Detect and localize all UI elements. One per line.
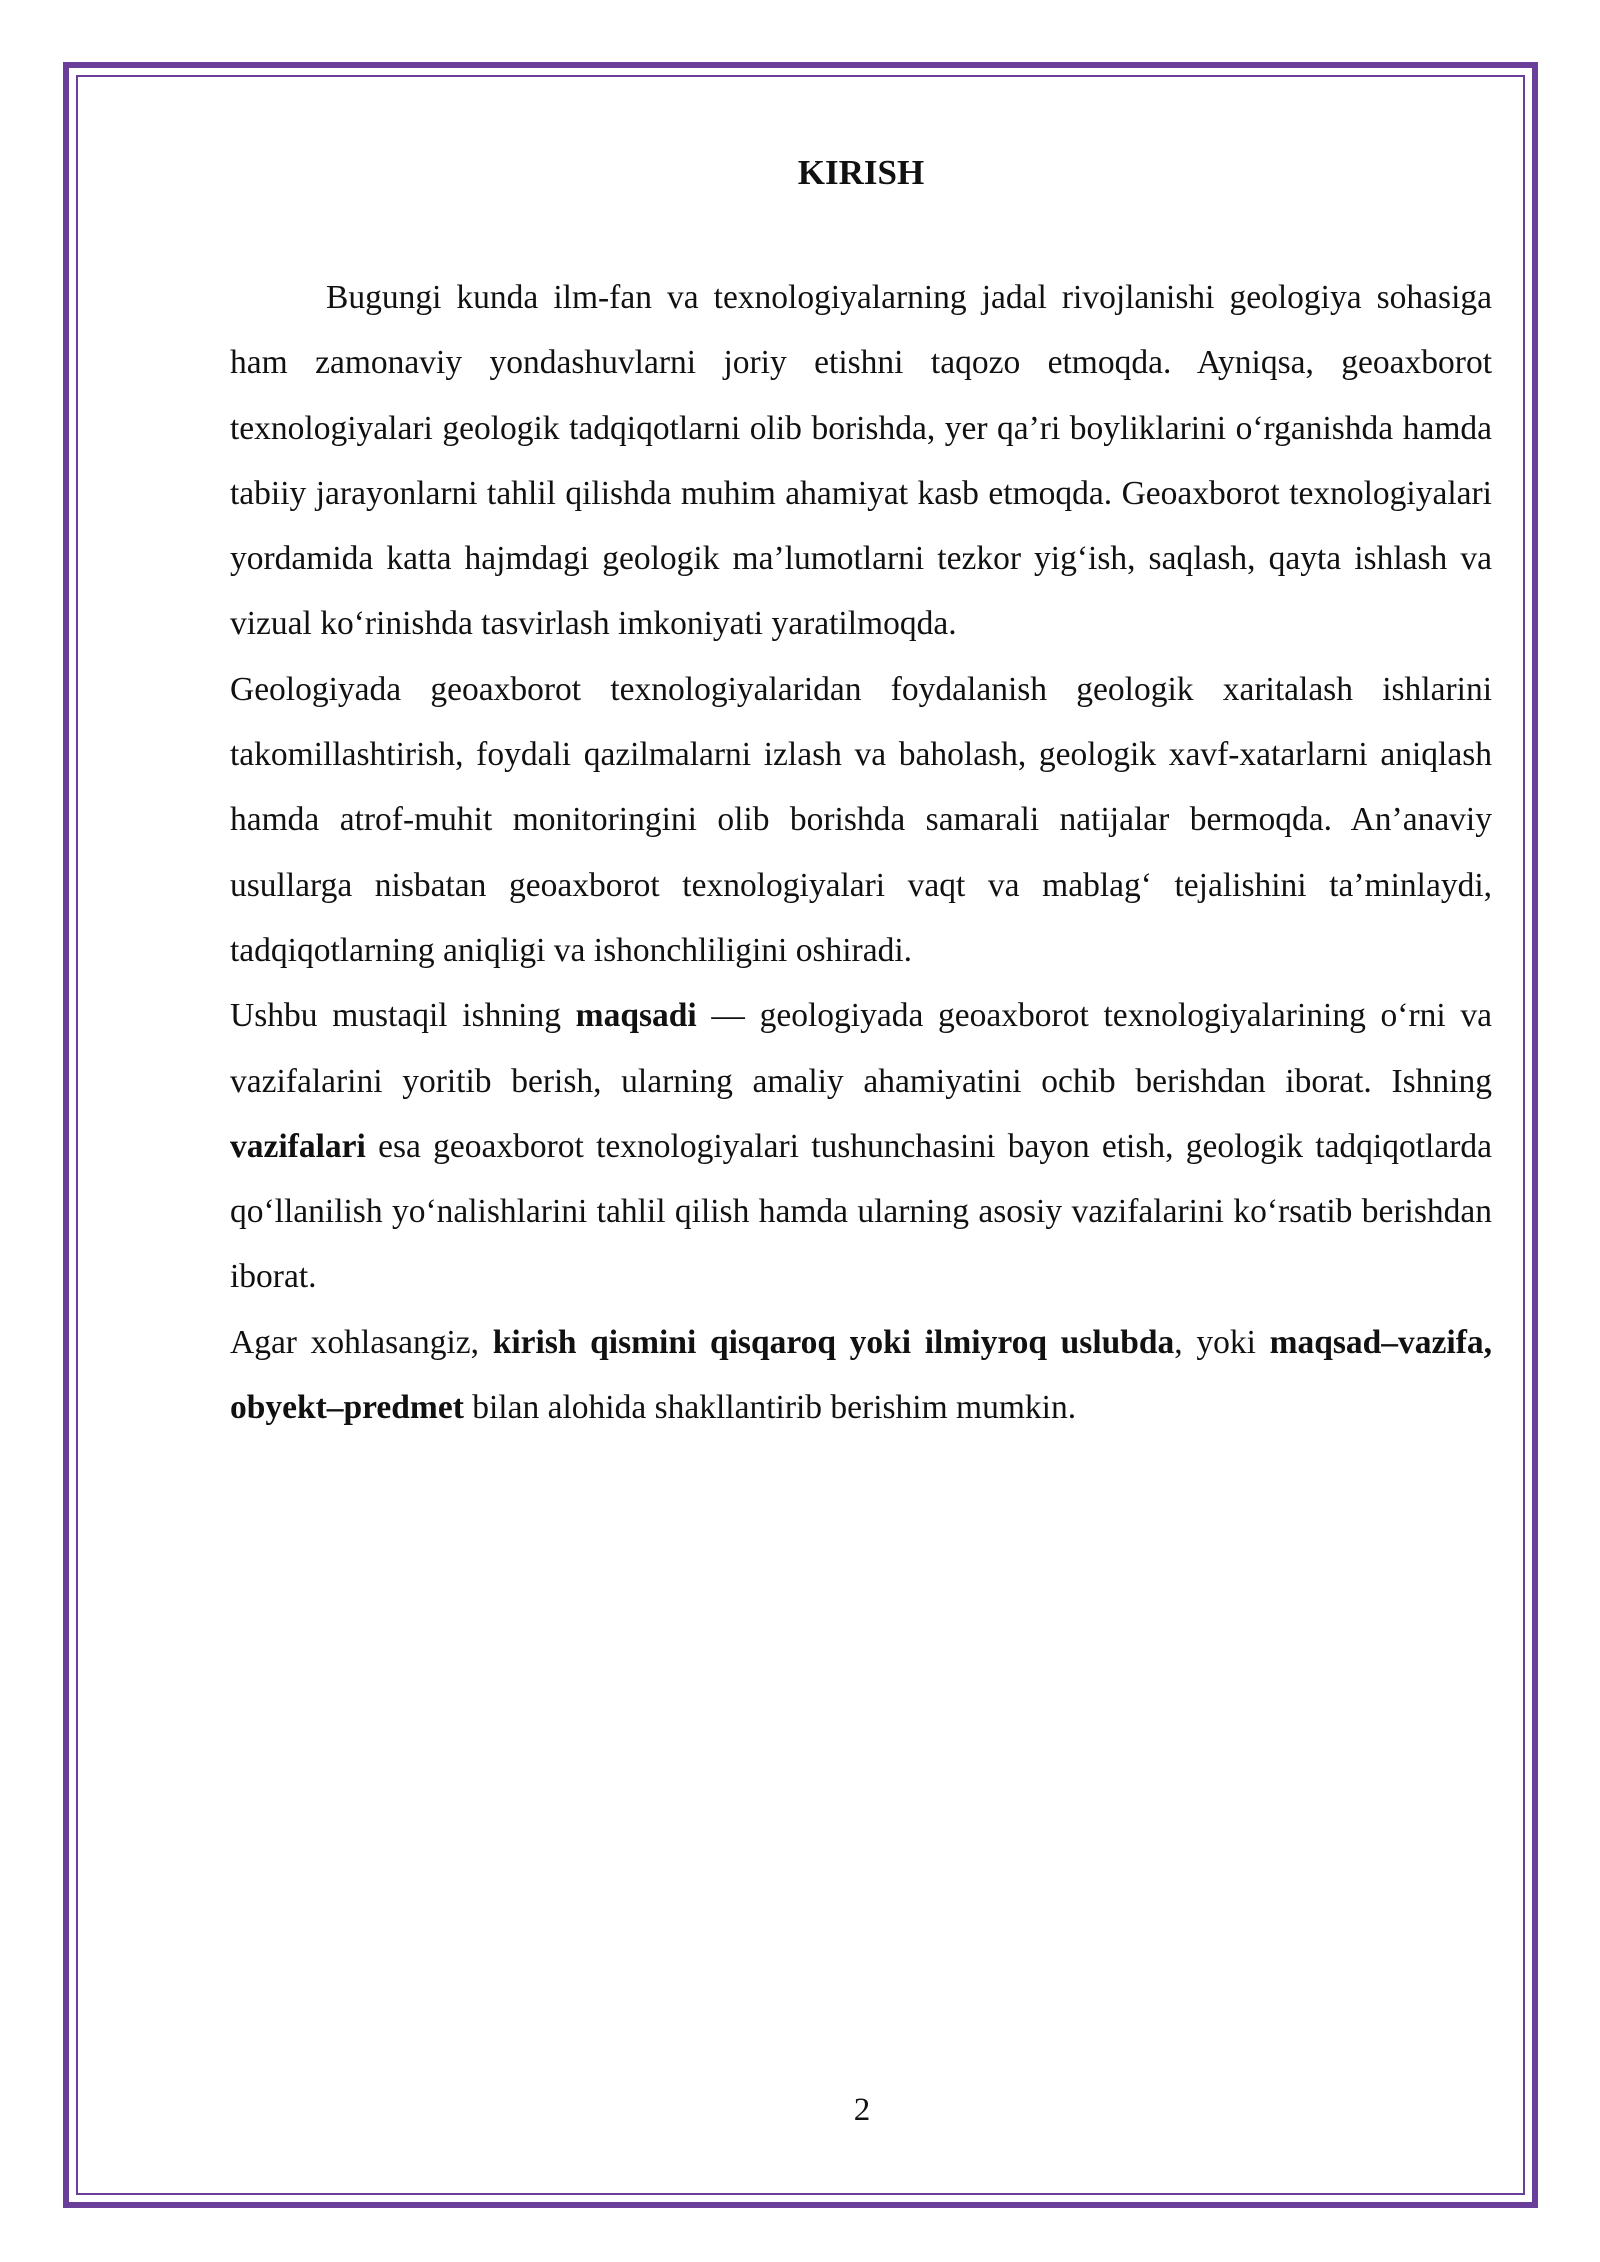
page-number: 2 [853,2092,871,2128]
text-run: Agar xohlasangiz, [230,1323,493,1361]
paragraph-offer [230,1310,1492,1441]
bold-offer-structure: maqsad–vazifa, obyekt–predmet [230,1323,1492,1427]
text-run: Ushbu mustaqil ishning [230,997,576,1035]
paragraph-goal-tasks [230,983,1492,1309]
paragraph-intro: Bugungi kunda ilm-fan va texnologiyalarning jadal rivojlanishi geologiya sohasiga ham zamonaviy yondashuvlarni joriy etishni taqozo etmoqda. Ayniqsa, geoaxborot texnologiyalari geologik tadqiqotlarni olib borishda, yer qa’ri boyliklarini o‘rganishda hamda tabiiy jarayonlarni tahlil qilishda muhim ahamiyat kasb etmoqda. Geoaxborot texnologiyalari yordamida katta hajmdagi geologik ma’lumotlarni tezkor yig‘ish, saqlash, qayta ishlash va vizual ko‘rinishda tasvirlash imkoniyati yaratilmoqda. [230,279,1492,643]
bold-term-maqsadi: maqsadi [575,997,697,1035]
bold-offer-style: kirish qismini qisqaroq yoki ilmiyroq uslubda [492,1323,1175,1361]
text-run: — geologiyada geoaxborot texnologiyalarining o‘rni va vazifalarini yoritib berish, ularning amaliy ahamiyatini ochib berishdan iborat. Ishning [230,997,1492,1100]
paragraph-applications: Geologiyada geoaxborot texnologiyalaridan foydalanish geologik xaritalash ishlarini takomillashtirish, foydali qazilmalarni izlash va baholash, geologik xavf-xatarlarni aniqlash hamda atrof-muhit monitoringini olib borishda samarali natijalar bermoqda. An’anaviy usullarga nisbatan geoaxborot texnologiyalari vaqt va mablag‘ tejalishini ta’minlaydi, tadqiqotlarning aniqligi va ishonchliligini oshiradi. [230,670,1492,969]
text-run: , yoki [1174,1323,1270,1361]
text-run: esa geoaxborot texnologiyalari tushunchasini bayon etish, geologik tadqiqotlarda qo‘llanilish yo‘nalishlarini tahlil qilish hamda ularning asosiy vazifalarini ko‘rsatib berishdan iborat. [230,1127,1492,1296]
page-title: KIRISH [797,153,925,192]
bold-term-vazifalari: vazifalari [230,1127,366,1165]
document-body [230,140,1492,1440]
text-run: bilan alohida shakllantirib berishim mumkin. [463,1389,1077,1427]
